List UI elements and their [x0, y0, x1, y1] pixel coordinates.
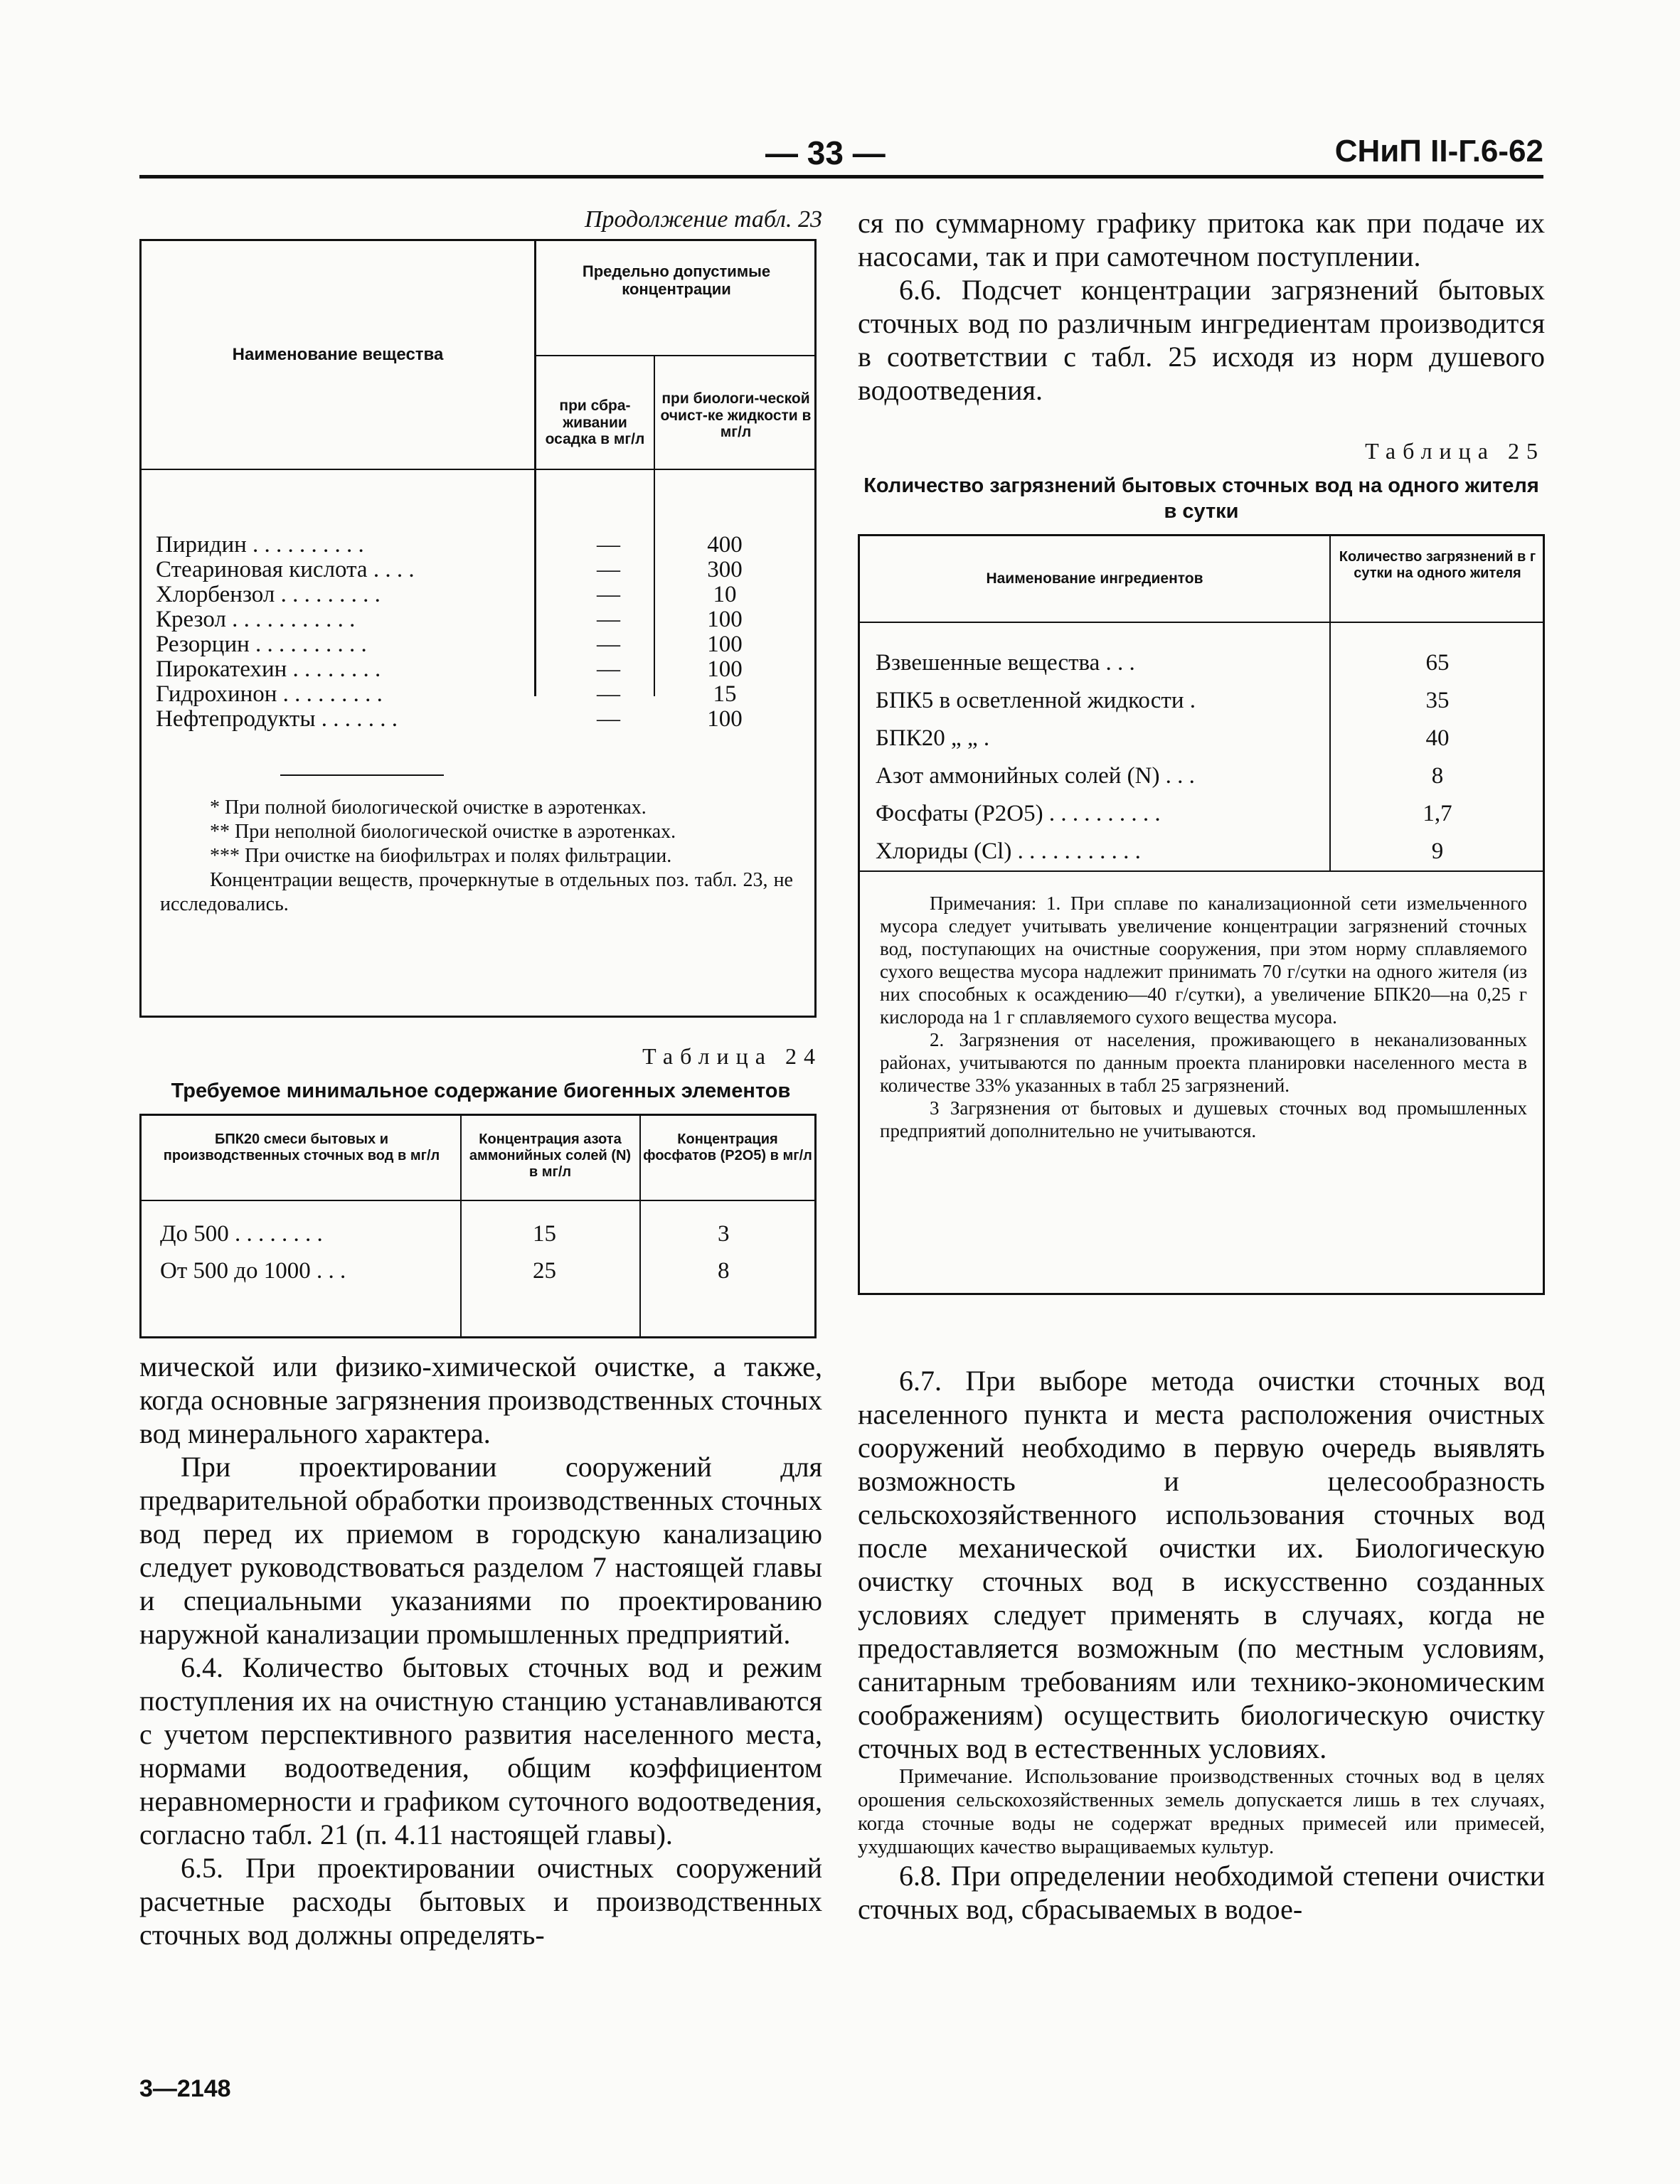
row-c2: 10 — [713, 582, 737, 607]
row-c1: — — [597, 706, 620, 732]
table-divider — [860, 622, 1543, 623]
note: Примечания: 1. При сплаве по канализационной сети измельченного мусора следует учитывать увеличение концентрации загрязнений сточных вод, поступающих на очистные сооружения, при этом норму сплавляемого сухого вещества мусора надлежит принимать 70 г/сутки на одного жителя (из них способных к осаждению—40 г/сутки), а увеличение БПК20—на 0,25 г кислорода на 1 г сплавляемого сухого вещества мусора. — [880, 893, 1527, 1028]
table25-col2: Количество загрязнений в г сутки на одного жителя — [1339, 549, 1536, 581]
row-n: 15 — [533, 1221, 556, 1247]
paragraph: При проектировании сооружений для предварительной обработки производственных сточных вод перед их приемом в городскую канализацию следует руководствоваться разделом 7 настоящей главы и специальными указаниями по проектированию наружной канализации промышленных предприятий. — [139, 1451, 822, 1650]
footnote-separator — [280, 774, 444, 776]
paragraph: 6.4. Количество бытовых сточных вод и режим поступления их на очистную станцию устанавливаются с учетом перспективного развития населенного места, нормами водоотведения, общим коэффициентом неравномерности и графиком суточного водоотведения, согласно табл. 21 (п. 4.11 настоящей главы). — [139, 1651, 822, 1850]
note: 2. Загрязнения от населения, проживающего в неканализованных районах, учитываются по данным проекта планировки населенного места в количестве 33% указанных в табл 25 загрязнений. — [880, 1029, 1527, 1096]
paragraph: 6.7. При выборе метода очистки сточных вод населенного пункта и места расположения очистных сооружений необходимо в первую очередь выявлять возможность и целесообразность сельскохозяйственного использования сточных вод после механической очистки их. Биологическую очистку сточных вод в искусственно созданных условиях следует применять в случаях, когда не предоставляется возможным (по местным условиям, санитарным требованиям или технико-экономическим соображениям) осуществить биологическую очистку сточных вод в естественных условиях. — [858, 1365, 1545, 1764]
paragraph: 6.6. Подсчет концентрации загрязнений бытовых сточных вод по различным ингредиентам производится в соответствии с табл. 25 исходя из норм душевого водоотведения. — [858, 274, 1545, 406]
row-c1: — — [597, 656, 620, 682]
row-name: Пирокатехин . . . . . . . . — [156, 656, 381, 682]
table-24 — [139, 1114, 817, 1338]
right-body-text — [858, 1364, 1545, 1926]
table-row — [156, 657, 810, 682]
row-c2: 100 — [707, 706, 743, 732]
table-23 — [139, 239, 817, 1018]
row-name: Стеариновая кислота . . . . — [156, 557, 415, 582]
row-name: От 500 до 1000 . . . — [160, 1258, 346, 1284]
row-value: 8 — [1431, 763, 1444, 789]
table-25 — [858, 534, 1545, 1295]
footnote: ** При неполной биологической очистке в аэротенках. — [210, 821, 676, 843]
table-divider — [142, 1200, 814, 1201]
paragraph: 6.5. При проектировании очистных сооружений расчетные расходы бытовых и производственных сточных вод должны определять- — [139, 1852, 822, 1951]
row-c2: 100 — [707, 632, 743, 657]
row-name: Взвешенные вещества . . . — [876, 650, 1135, 676]
table23-col2: при биологи-ческой очист-ке жидкости в мг/л — [660, 390, 812, 441]
row-name: Фосфаты (P2O5) . . . . . . . . . . — [876, 801, 1161, 826]
row-name: Гидрохинон . . . . . . . . . — [156, 681, 383, 707]
paragraph: ся по суммарному графику притока как при подаче их насосами, так и при самотечном поступлении. — [858, 207, 1545, 272]
table25-notes — [880, 892, 1527, 1142]
row-c1: — — [597, 632, 620, 657]
table-divider — [142, 469, 814, 470]
table-row — [876, 795, 1544, 833]
table-row — [876, 757, 1544, 795]
table25-col1: Наименование ингредиентов — [986, 570, 1203, 587]
table23-col1: при сбра-живании осадка в мг/л — [545, 398, 645, 448]
table25-rows — [876, 644, 1544, 870]
table-divider — [460, 1116, 462, 1336]
note-paragraph: Примечание. Использование производственных сточных вод в целях орошения сельскохозяйственных земель допускается лишь в тех случаях, когда сточные воды не содержат вредных примесей или примесей, ухудшающих качество выращиваемых культур. — [858, 1765, 1545, 1858]
table-row — [156, 582, 810, 607]
row-c2: 100 — [707, 607, 743, 632]
row-name: Резорцин . . . . . . . . . . — [156, 632, 367, 657]
table-row — [156, 707, 810, 732]
table-row — [156, 632, 810, 657]
row-c1: — — [597, 607, 620, 632]
table23-continuation: Продолжение табл. 23 — [584, 206, 822, 233]
table24-label: Таблица 24 — [642, 1043, 822, 1069]
row-value: 9 — [1431, 838, 1444, 864]
document-code: СНиП II-Г.6-62 — [1334, 134, 1543, 169]
table-row — [876, 833, 1544, 870]
table-row — [876, 644, 1544, 682]
table23-notes — [160, 796, 793, 917]
row-name: Хлорбензол . . . . . . . . . — [156, 582, 381, 607]
table-row — [156, 682, 810, 707]
row-c2: 15 — [713, 681, 737, 707]
table24-col3: Концентрация фосфатов (P2O5) в мг/л — [643, 1131, 812, 1163]
note: 3 Загрязнения от бытовых и душевых сточных вод промышленных предприятий дополнительно не учитываются. — [880, 1097, 1527, 1141]
table-divider — [536, 355, 817, 356]
row-c2: 400 — [707, 532, 743, 558]
row-value: 1,7 — [1423, 801, 1452, 826]
table-divider — [860, 870, 1543, 872]
paragraph: 6.8. При определении необходимой степени очистки сточных вод, сбрасываемых в водое- — [858, 1860, 1545, 1925]
table25-title: Количество загрязнений бытовых сточных вод на одного жителя в сутки — [863, 474, 1539, 523]
row-name: БПК20 „ „ . — [876, 725, 990, 751]
table-row — [876, 682, 1544, 720]
table-divider — [639, 1116, 641, 1336]
table-row — [876, 720, 1544, 757]
table-row — [156, 558, 810, 582]
left-body-text — [139, 1350, 822, 1951]
row-name: До 500 . . . . . . . . — [160, 1221, 323, 1247]
row-p: 3 — [718, 1221, 730, 1247]
header-rule — [139, 175, 1543, 179]
table-row — [156, 607, 810, 632]
row-c1: — — [597, 532, 620, 558]
table24-col1: БПК20 смеси бытовых и производственных сточных вод в мг/л — [163, 1131, 440, 1163]
table23-col-group: Предельно допустимые концентрации — [582, 262, 771, 299]
right-column — [858, 206, 1545, 1295]
row-c1: — — [597, 681, 620, 707]
page-header — [139, 134, 1543, 176]
row-value: 40 — [1425, 725, 1450, 751]
row-value: 65 — [1425, 650, 1450, 676]
row-p: 8 — [718, 1258, 730, 1284]
row-name: БПК5 в осветленной жидкости . — [876, 688, 1196, 713]
table24-col2: Концентрация азота аммонийных солей (N) в мг/л — [469, 1131, 632, 1180]
table-row — [156, 533, 810, 558]
row-value: 35 — [1425, 688, 1450, 713]
footnote: Концентрации веществ, прочеркнутые в отдельных поз. табл. 23, не исследовались. — [160, 869, 793, 915]
row-name: Азот аммонийных солей (N) . . . — [876, 763, 1195, 789]
footnote: * При полной биологической очистке в аэротенках. — [210, 797, 647, 819]
footnote: *** При очистке на биофильтрах и полях фильтрации. — [210, 845, 672, 867]
paragraph: мической или физико-химической очистке, а также, когда основные загрязнения производственных сточных вод минерального характера. — [139, 1351, 822, 1449]
row-n: 25 — [533, 1258, 556, 1284]
table25-label: Таблица 25 — [1365, 438, 1545, 464]
left-column — [139, 206, 822, 1338]
row-c2: 300 — [707, 557, 743, 582]
row-name: Крезол . . . . . . . . . . . — [156, 607, 356, 632]
table24-title: Требуемое минимальное содержание биогенных элементов — [171, 1080, 791, 1102]
row-name: Хлориды (Cl) . . . . . . . . . . . — [876, 838, 1141, 864]
row-name: Пиридин . . . . . . . . . . — [156, 532, 364, 558]
row-c2: 100 — [707, 656, 743, 682]
row-name: Нефтепродукты . . . . . . . — [156, 706, 398, 732]
signature-code: 3—2148 — [139, 2075, 231, 2102]
page-number: — 33 — — [765, 134, 886, 171]
table23-rows — [156, 533, 810, 732]
table23-col-name: Наименование вещества — [232, 345, 444, 364]
right-top-text — [858, 206, 1545, 407]
row-c1: — — [597, 557, 620, 582]
row-c1: — — [597, 582, 620, 607]
